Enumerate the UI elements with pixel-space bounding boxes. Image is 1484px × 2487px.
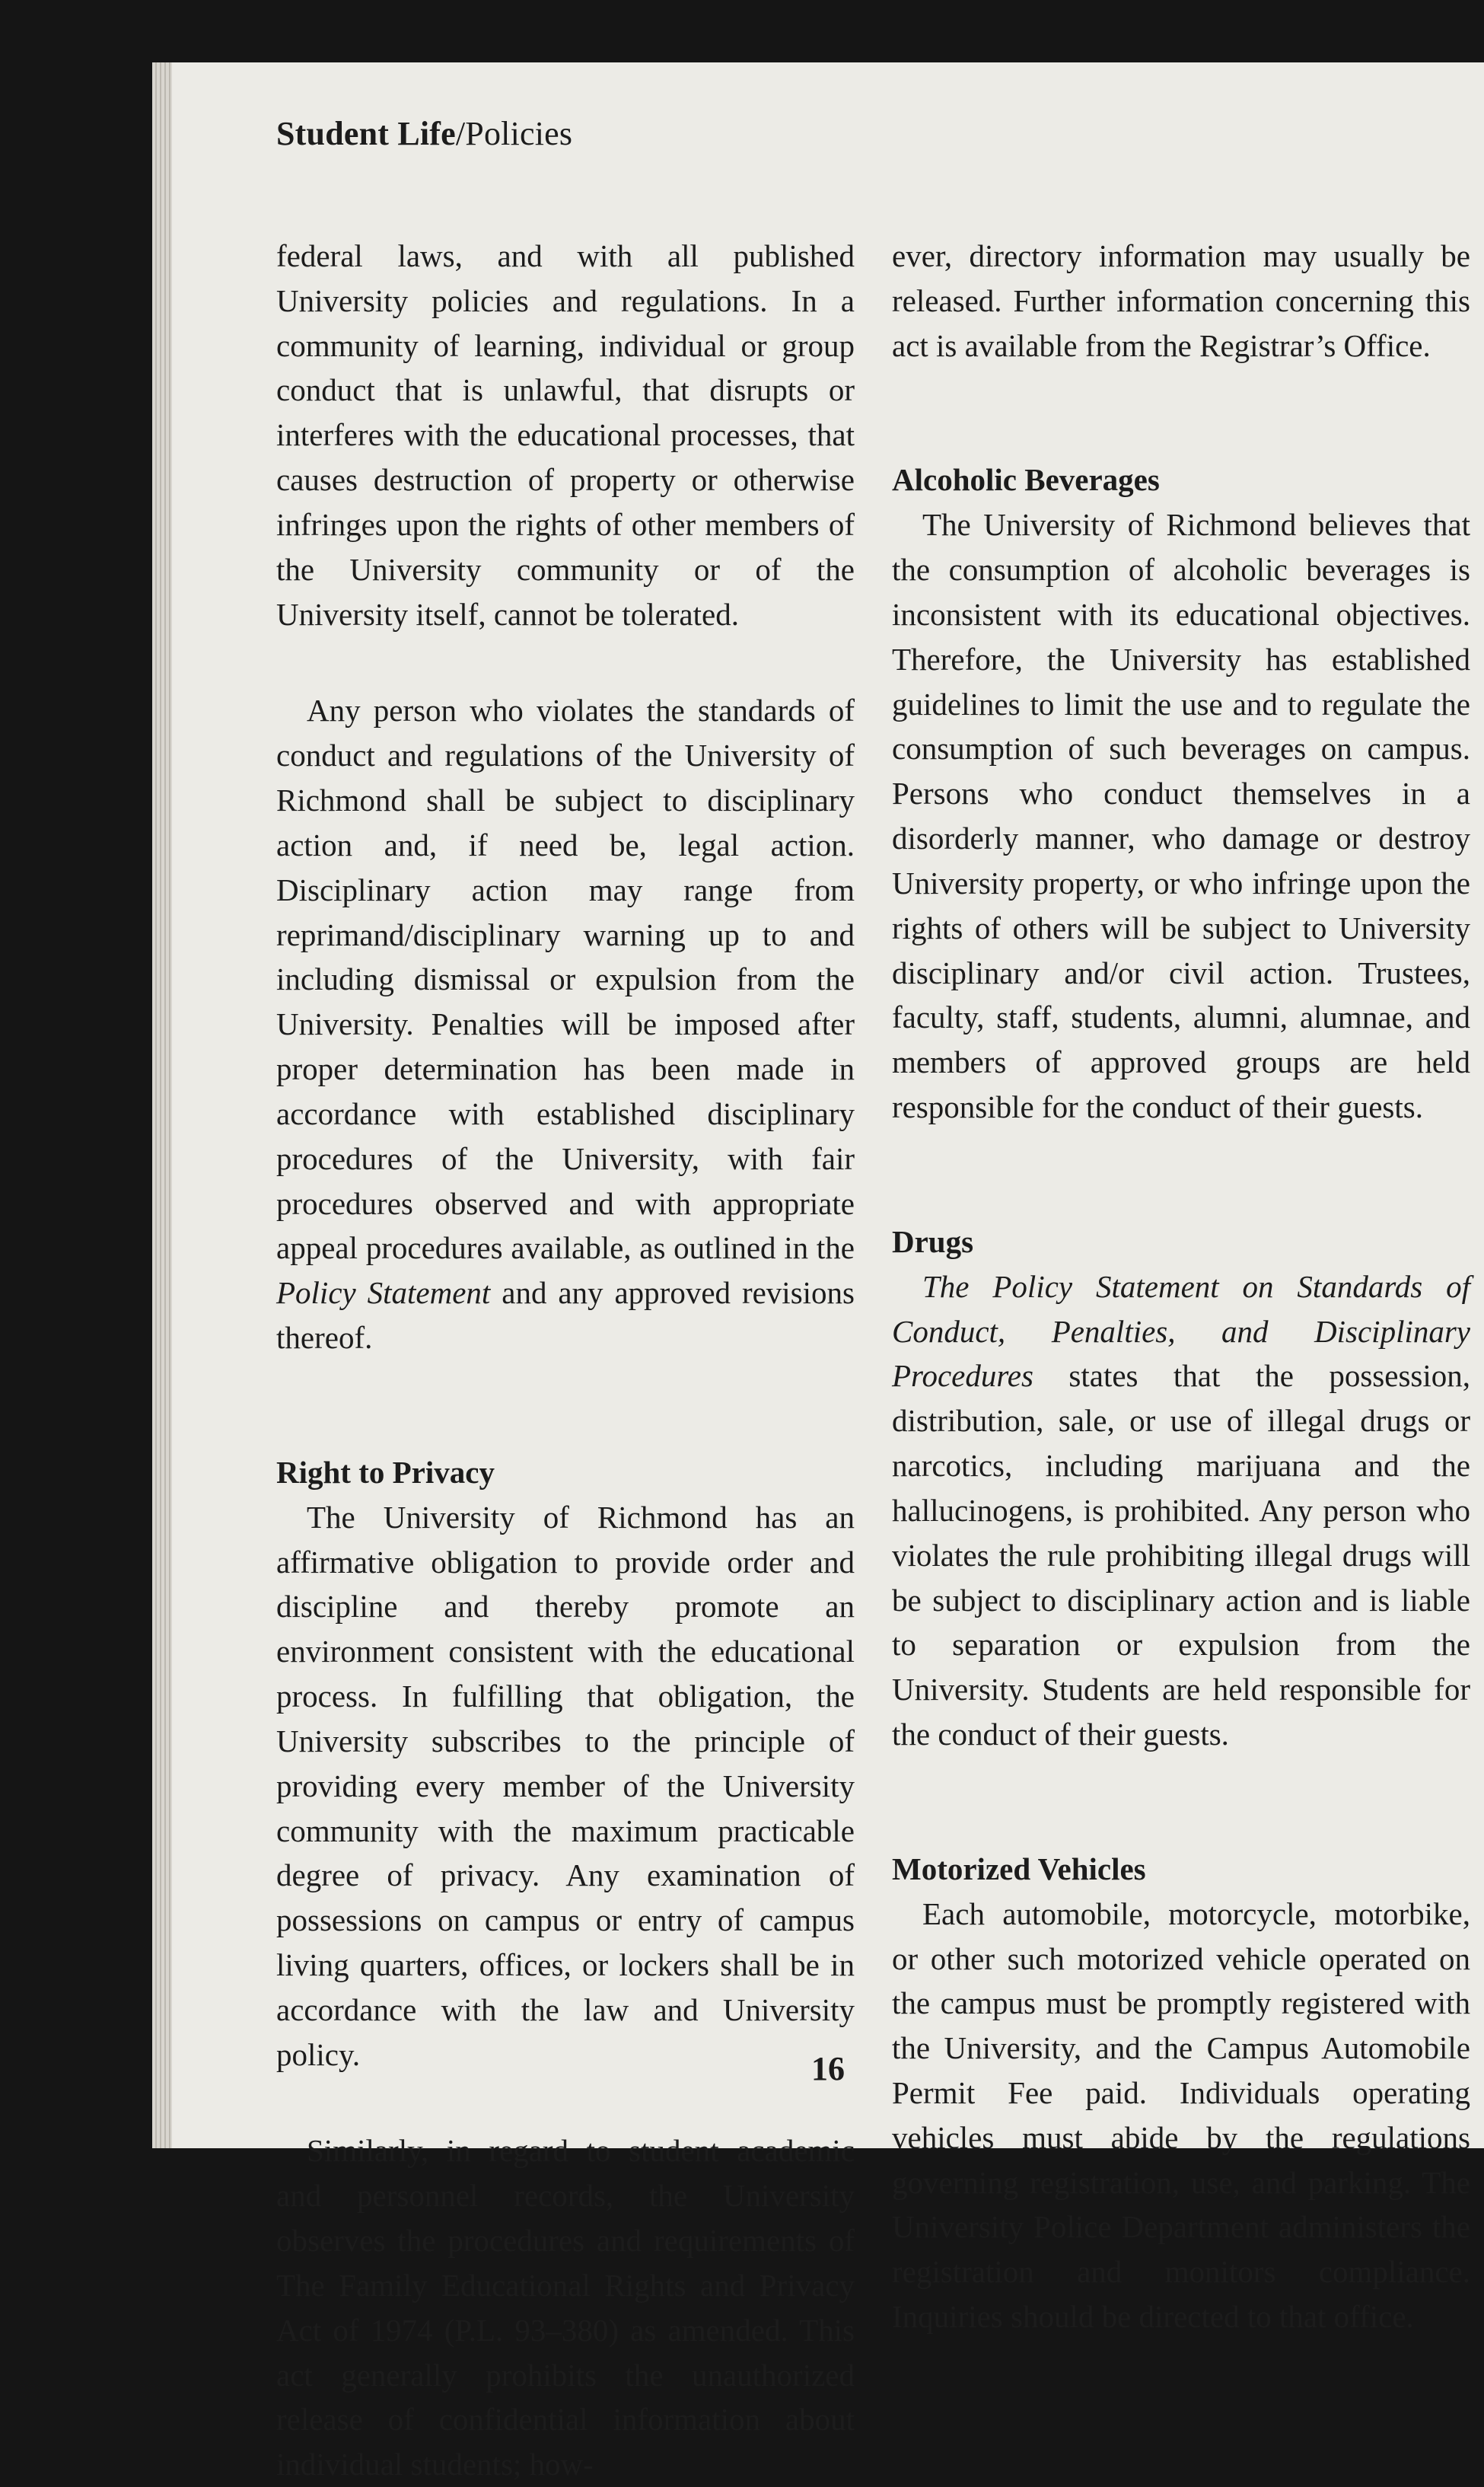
- paragraph-drugs-text: states that the possession, distribution, sale, or use of illegal drugs or narcotics, including marijuana and the hallucinogens, is prohibited. Any person who violates the rule prohibiting illegal drugs will be subject to disciplinary action and is liable to separation or expulsion from the University. Students are held responsible for the conduct of their guests.: [892, 1358, 1470, 1752]
- paragraph-directory-info: ever, directory information may usually be released. Further information concerning this act is available from the Registrar’s Office.: [892, 238, 1470, 363]
- paragraph-discipline: [276, 688, 855, 1360]
- paragraph-drugs: [892, 1264, 1470, 1757]
- paragraph-discipline-text-a: Any person who violates the standards of conduct and regulations of the University of Richmond shall be subject to disciplinary action and, if need be, legal action. Disciplinary action may range from reprimand/disciplinary warning up to and including dismissal or expulsion from the University. Penalties will be imposed after proper determination has been made in accordance with established disciplinary procedures of the University, with fair procedures observed and with appropriate appeal procedures available, as outlined in the: [276, 693, 855, 1266]
- drugs-policy-title: The Policy Statement on Standards of Conduct, Penalties, and Disciplinary Procedures: [892, 1268, 1470, 1394]
- heading-motorized-vehicles: Motorized Vehicles: [892, 1851, 1146, 1886]
- paragraph-conduct: federal laws, and with all published University policies and regulations. In a community of learning, individual or group conduct that is unlawful, that disrupts or interferes with the educational processes, that causes destruction of property or otherwise infringes upon the rights of other members of the University community or of the University itself, cannot be tolerated.: [276, 238, 855, 632]
- page-number: 16: [811, 2050, 845, 2087]
- paragraph-alcohol: The University of Richmond believes that the consumption of alcoholic beverages is inconsistent with its educational objectives. Therefore, the University has established guidelines to limit the use and to regulate the consumption of such beverages on campus. Persons who conduct themselves in a disorderly manner, who damage or destroy University property, or who infringe upon the rights of others will be subject to University disciplinary and/or civil action. Trustees, faculty, staff, students, alumni, alumnae, and members of approved groups are held responsible for the conduct of their guests.: [892, 507, 1470, 1125]
- heading-right-to-privacy: Right to Privacy: [276, 1454, 495, 1490]
- right-column: [892, 234, 1470, 2339]
- running-head-subsection: /Policies: [455, 115, 573, 152]
- paragraph-records: Similarly, in regard to student academic and personnel records, the University observes the procedures and requirements of The Family Educational Rights and Privacy Act of 1974 (P.L. 93–380) as amended. This act generally prohibits the unauthorized release of confidential information about individual students; how-: [276, 2133, 855, 2482]
- paragraph-vehicles: Each automobile, motorcycle, motorbike, or other such motorized vehicle operated on the campus must be promptly registered with the University, and the Campus Automobile Permit Fee paid. Individuals operating vehicles must abide by the regulations governing registration, use, and parking. The University Police Department administers the registration and monitors compliance. Inquiries should be directed to that office.: [892, 1896, 1470, 2335]
- running-head: [276, 114, 572, 153]
- left-column: [276, 234, 855, 2487]
- document-page: [172, 62, 1484, 2482]
- heading-alcoholic-beverages: Alcoholic Beverages: [892, 462, 1160, 498]
- heading-drugs: Drugs: [892, 1223, 974, 1259]
- running-head-section: Student Life: [276, 115, 456, 152]
- paragraph-privacy: The University of Richmond has an affirmative obligation to provide order and discipline and thereby promote an environment consistent with the educational process. In fulfilling that obligation, the University subscribes to the principle of providing every member of the University community with the maximum practicable degree of privacy. Any examination of possessions on campus or entry of campus living quarters, offices, or lockers shall be in accordance with the law and University policy.: [276, 1499, 855, 2072]
- policy-statement-title: Policy Statement: [276, 1275, 491, 1311]
- paragraph-discipline-text-b: and any approved revisions thereof.: [276, 1275, 855, 1356]
